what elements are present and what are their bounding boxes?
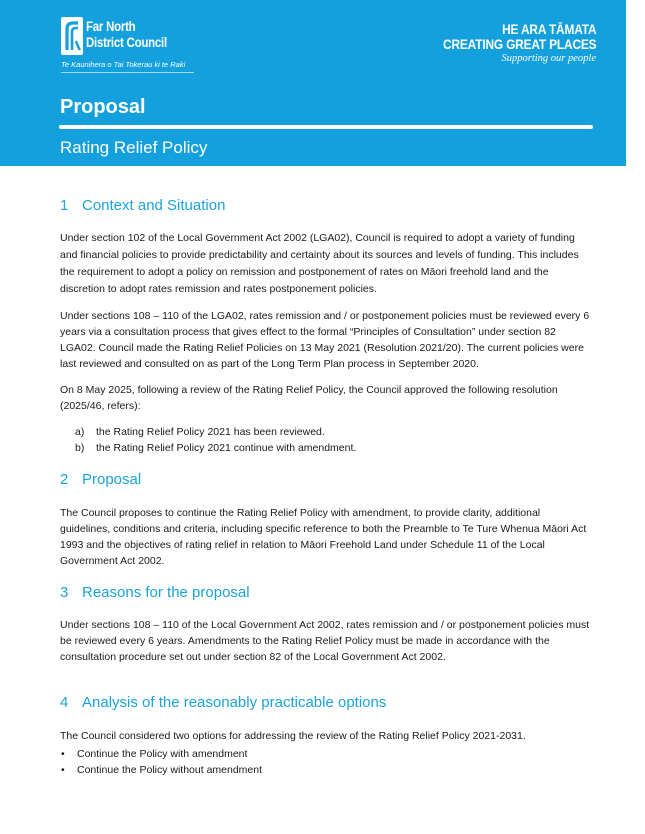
page-header (0, 0, 626, 166)
list-item (60, 762, 590, 778)
section-title: Analysis of the reasonably practicable options (82, 694, 387, 711)
section-title: Proposal (82, 471, 142, 488)
council-logo-mark-icon (61, 17, 83, 55)
list-item (60, 746, 590, 762)
slogan-line2: CREATING GREAT PLACES (442, 36, 596, 52)
bullet-icon: • (61, 748, 65, 760)
council-name-line1: Far North (86, 18, 136, 34)
section-number: 1 (60, 197, 69, 214)
slogan-line1: HE ARA TĀMATA (501, 21, 596, 37)
list-item (60, 440, 590, 456)
list-marker: a) (75, 426, 85, 438)
options-list (60, 746, 590, 778)
logo-underline (61, 72, 194, 73)
section-number: 4 (60, 694, 69, 711)
section-heading (60, 693, 590, 713)
section-context (60, 196, 590, 456)
council-name-line2: District Council (86, 34, 167, 50)
paragraph: Under sections 108 – 110 of the Local Government Act 2002, rates remission and / or postponement policies must be reviewed every 6 years. Amendments to the Rating Relief Policy must be made in accordance with the consultation procedure set out under section 82 of the Local Government Act 2002. (60, 619, 590, 663)
paragraph: Under sections 108 – 110 of the LGA02, rates remission and / or postponement policies must be reviewed every 6 years via a consultation process that gives effect to the formal “Principles of Consultation” under section 82 LGA02. Council made the Rating Relief Policies on 13 May 2021 (Resolution 2021/20). The current policies were last reviewed and consulted on as part of the Long Term Plan process in September 2020. (60, 310, 590, 370)
title-divider (59, 125, 593, 129)
list-marker: b) (75, 442, 85, 454)
section-number: 3 (60, 584, 69, 601)
paragraph: The Council considered two options for addressing the review of the Rating Relief Policy 2021-2031. (60, 730, 526, 742)
list-item-text: the Rating Relief Policy 2021 continue with amendment. (96, 442, 357, 454)
page-subtitle: Rating Relief Policy (60, 138, 208, 157)
paragraph: On 8 May 2025, following a review of the Rating Relief Policy, the Council approved the following resolution (2025/46, refers): (60, 384, 558, 412)
slogan (416, 22, 596, 64)
section-heading (60, 583, 590, 603)
page-title: Proposal (60, 96, 146, 118)
section-proposal (60, 470, 590, 569)
list-item-text: Continue the Policy with amendment (77, 748, 248, 760)
section-heading (60, 470, 590, 490)
list-item-text: Continue the Policy without amendment (77, 764, 263, 776)
section-heading (60, 196, 590, 216)
list-item (60, 424, 590, 440)
section-title: Context and Situation (82, 197, 226, 214)
document-body (60, 196, 590, 778)
section-reasons (60, 583, 590, 665)
section-options (60, 693, 590, 778)
slogan-line3: Supporting our people (501, 53, 596, 64)
council-name (86, 18, 167, 50)
paragraph: The Council proposes to continue the Rating Relief Policy with amendment, to provide clarity, additional guidelines, conditions and criteria, including specific reference to both the Preamble to Te Ture Whenua Māori Act 1993 and the objectives of rating relief in relation to Māori Freehold Land under Schedule 11 of the Local Government Act 2002. (60, 507, 587, 567)
paragraph: Under section 102 of the Local Government Act 2002 (LGA02), Council is required to adopt a variety of funding and financial policies to provide predictability and certainty about its sources and levels of funding. This includes the requirement to adopt a policy on remission and postponement of rates on Māori freehold land and the discretion to adopt rates remission and rates postponement policies. (60, 232, 579, 295)
council-tagline: Te Kaunihera o Tai Tokerau ki te Raki (61, 60, 186, 69)
section-title: Reasons for the proposal (82, 584, 250, 601)
bullet-icon: • (61, 764, 65, 776)
section-number: 2 (60, 471, 69, 488)
list-item-text: the Rating Relief Policy 2021 has been reviewed. (96, 426, 325, 438)
resolution-list (60, 424, 590, 456)
